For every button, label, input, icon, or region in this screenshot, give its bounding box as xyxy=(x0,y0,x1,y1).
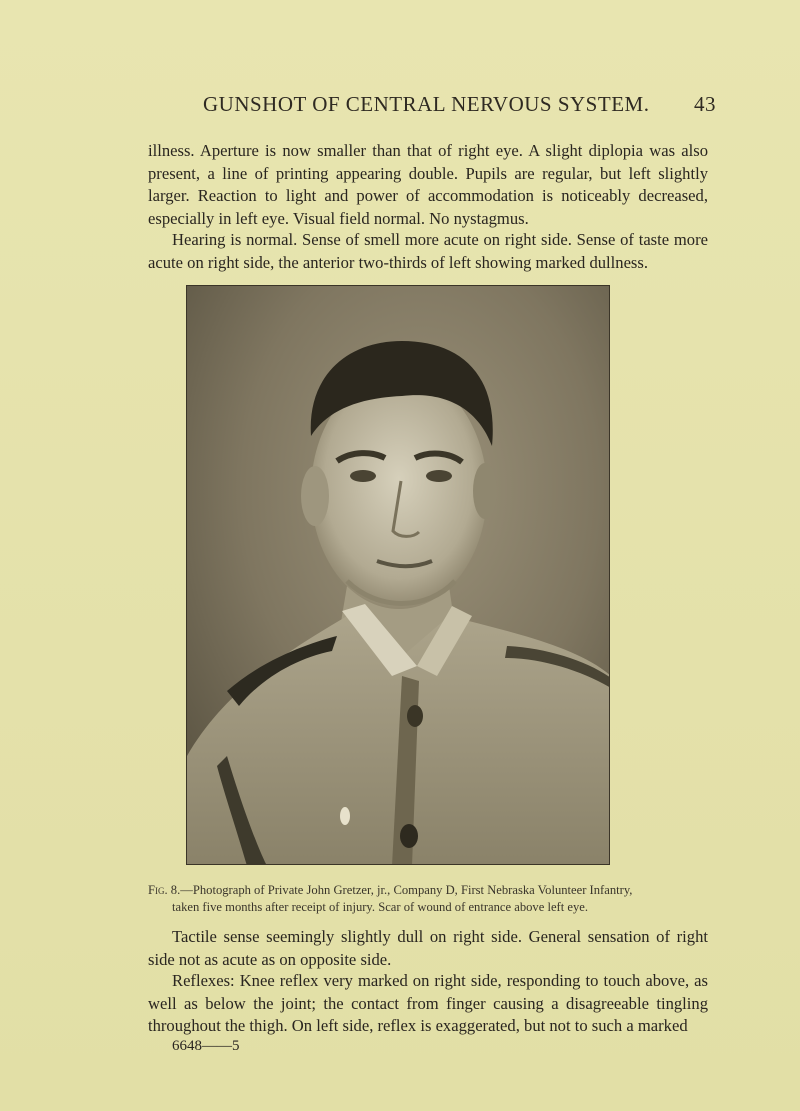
figure-caption-line-1: —Photograph of Private John Gretzer, jr., Company D, First Nebraska Volunteer Infantry, xyxy=(180,883,633,897)
figure-caption-line-2: taken five months after receipt of injury. Scar of wound of entrance above left eye. xyxy=(172,900,589,914)
paragraph-tactile: Tactile sense seemingly slightly dull on right side. General sensation of right side not as acute as on opposite side. xyxy=(148,927,708,969)
portrait-photograph xyxy=(186,285,610,865)
signature-mark: 6648——5 xyxy=(172,1038,240,1054)
figure-caption xyxy=(148,882,718,916)
page-number: 43 xyxy=(694,92,716,116)
running-head-title: GUNSHOT OF CENTRAL NERVOUS SYSTEM. xyxy=(203,92,650,116)
paragraph-hearing: Hearing is normal. Sense of smell more acute on right side. Sense of taste more acute on right side, the anterior two-thirds of left showing marked dullness. xyxy=(148,230,708,272)
figure-label: Fig. 8. xyxy=(148,883,181,897)
paragraph-reflexes: Reflexes: Knee reflex very marked on right side, responding to touch above, as well as below the joint; the contact from finger causing a disagreeable tingling throughout the thigh. On left side, reflex is exaggerated, but not to such a marked xyxy=(148,971,708,1036)
paragraph-eyes: illness. Aperture is now smaller than that of right eye. A slight diplopia was also present, a line of printing appearing double. Pupils are regular, but left slightly larger. Reaction to light and power of accommodation is noticeably decreased, especially in left eye. Visual field normal. No nystagmus. xyxy=(148,141,708,228)
